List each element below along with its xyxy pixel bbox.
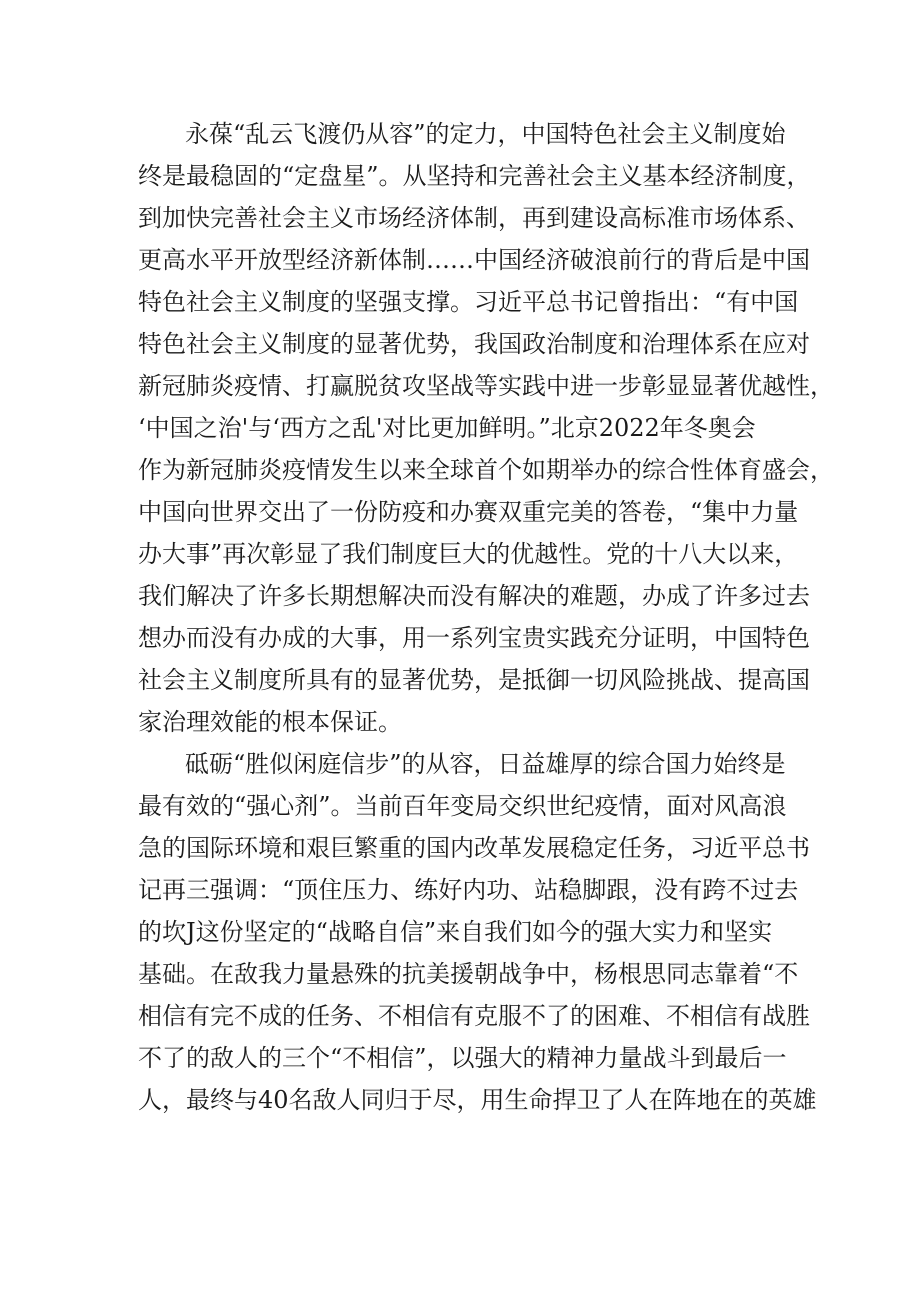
text-line: 社会主义制度所具有的显著优势，是抵御一切风险挑战、提高国 (138, 666, 810, 694)
text-line: 到加快完善社会主义市场经济体制，再到建设高标准市场体系、 (138, 204, 810, 232)
text-line: 中国向世界交出了一份防疫和办赛双重完美的答卷，“集中力量 (138, 498, 799, 526)
text-line: 人，最终与40名敌人同归于尽，用生命捍卫了人在阵地在的英雄 (138, 1086, 817, 1114)
text-line: 急的国际环境和艰巨繁重的国内改革发展稳定任务，习近平总书 (138, 834, 810, 862)
text-line: 特色社会主义制度的坚强支撑。习近平总书记曾指出：“有中国 (138, 288, 799, 316)
paragraph-1 (138, 113, 834, 743)
text-line: 的坎J这份坚定的“战略自信”来自我们如今的强大实力和坚实 (138, 918, 773, 946)
text-line: ‘中国之治'与‘西方之乱'对比更加鲜明。”北京2022年冬奥会 (138, 414, 756, 442)
document-body (138, 113, 834, 1121)
text-line: 我们解决了许多长期想解决而没有解决的难题，办成了许多过去 (138, 582, 810, 610)
text-line: 办大事”再次彰显了我们制度巨大的优越性。党的十八大以来， (138, 540, 799, 568)
text-line: 永葆“乱云飞渡仍从容”的定力，中国特色社会主义制度始 (185, 120, 786, 148)
text-line: 家治理效能的根本保证。 (138, 708, 402, 736)
text-line: 终是最稳固的“定盘星”。从坚持和完善社会主义基本经济制度， (138, 162, 811, 190)
text-line: 基础。在敌我力量悬殊的抗美援朝战争中，杨根思同志靠着“不 (138, 960, 799, 988)
text-line: 新冠肺炎疫情、打赢脱贫攻坚战等实践中进一步彰显显著优越性， (138, 372, 834, 400)
text-line: 砥砺“胜似闲庭信步”的从容，日益雄厚的综合国力始终是 (185, 750, 786, 778)
text-line: 记再三强调：“顶住压力、练好内功、站稳脚跟，没有跨不过去 (138, 876, 799, 904)
text-line: 最有效的“强心剂”。当前百年变局交织世纪疫情，面对风高浪 (138, 792, 787, 820)
paragraph-2 (138, 743, 817, 1121)
text-line: 作为新冠肺炎疫情发生以来全球首个如期举办的综合性体育盛会， (138, 456, 834, 484)
text-line: 更高水平开放型经济新体制……中国经济破浪前行的背后是中国 (138, 246, 810, 274)
text-line: 特色社会主义制度的显著优势，我国政治制度和治理体系在应对 (138, 330, 810, 358)
text-line: 想办而没有办成的大事，用一系列宝贵实践充分证明，中国特色 (138, 624, 810, 652)
text-line: 相信有完不成的任务、不相信有克服不了的困难、不相信有战胜 (138, 1002, 810, 1030)
text-line: 不了的敌人的三个“不相信”，以强大的精神力量战斗到最后一 (138, 1044, 787, 1072)
